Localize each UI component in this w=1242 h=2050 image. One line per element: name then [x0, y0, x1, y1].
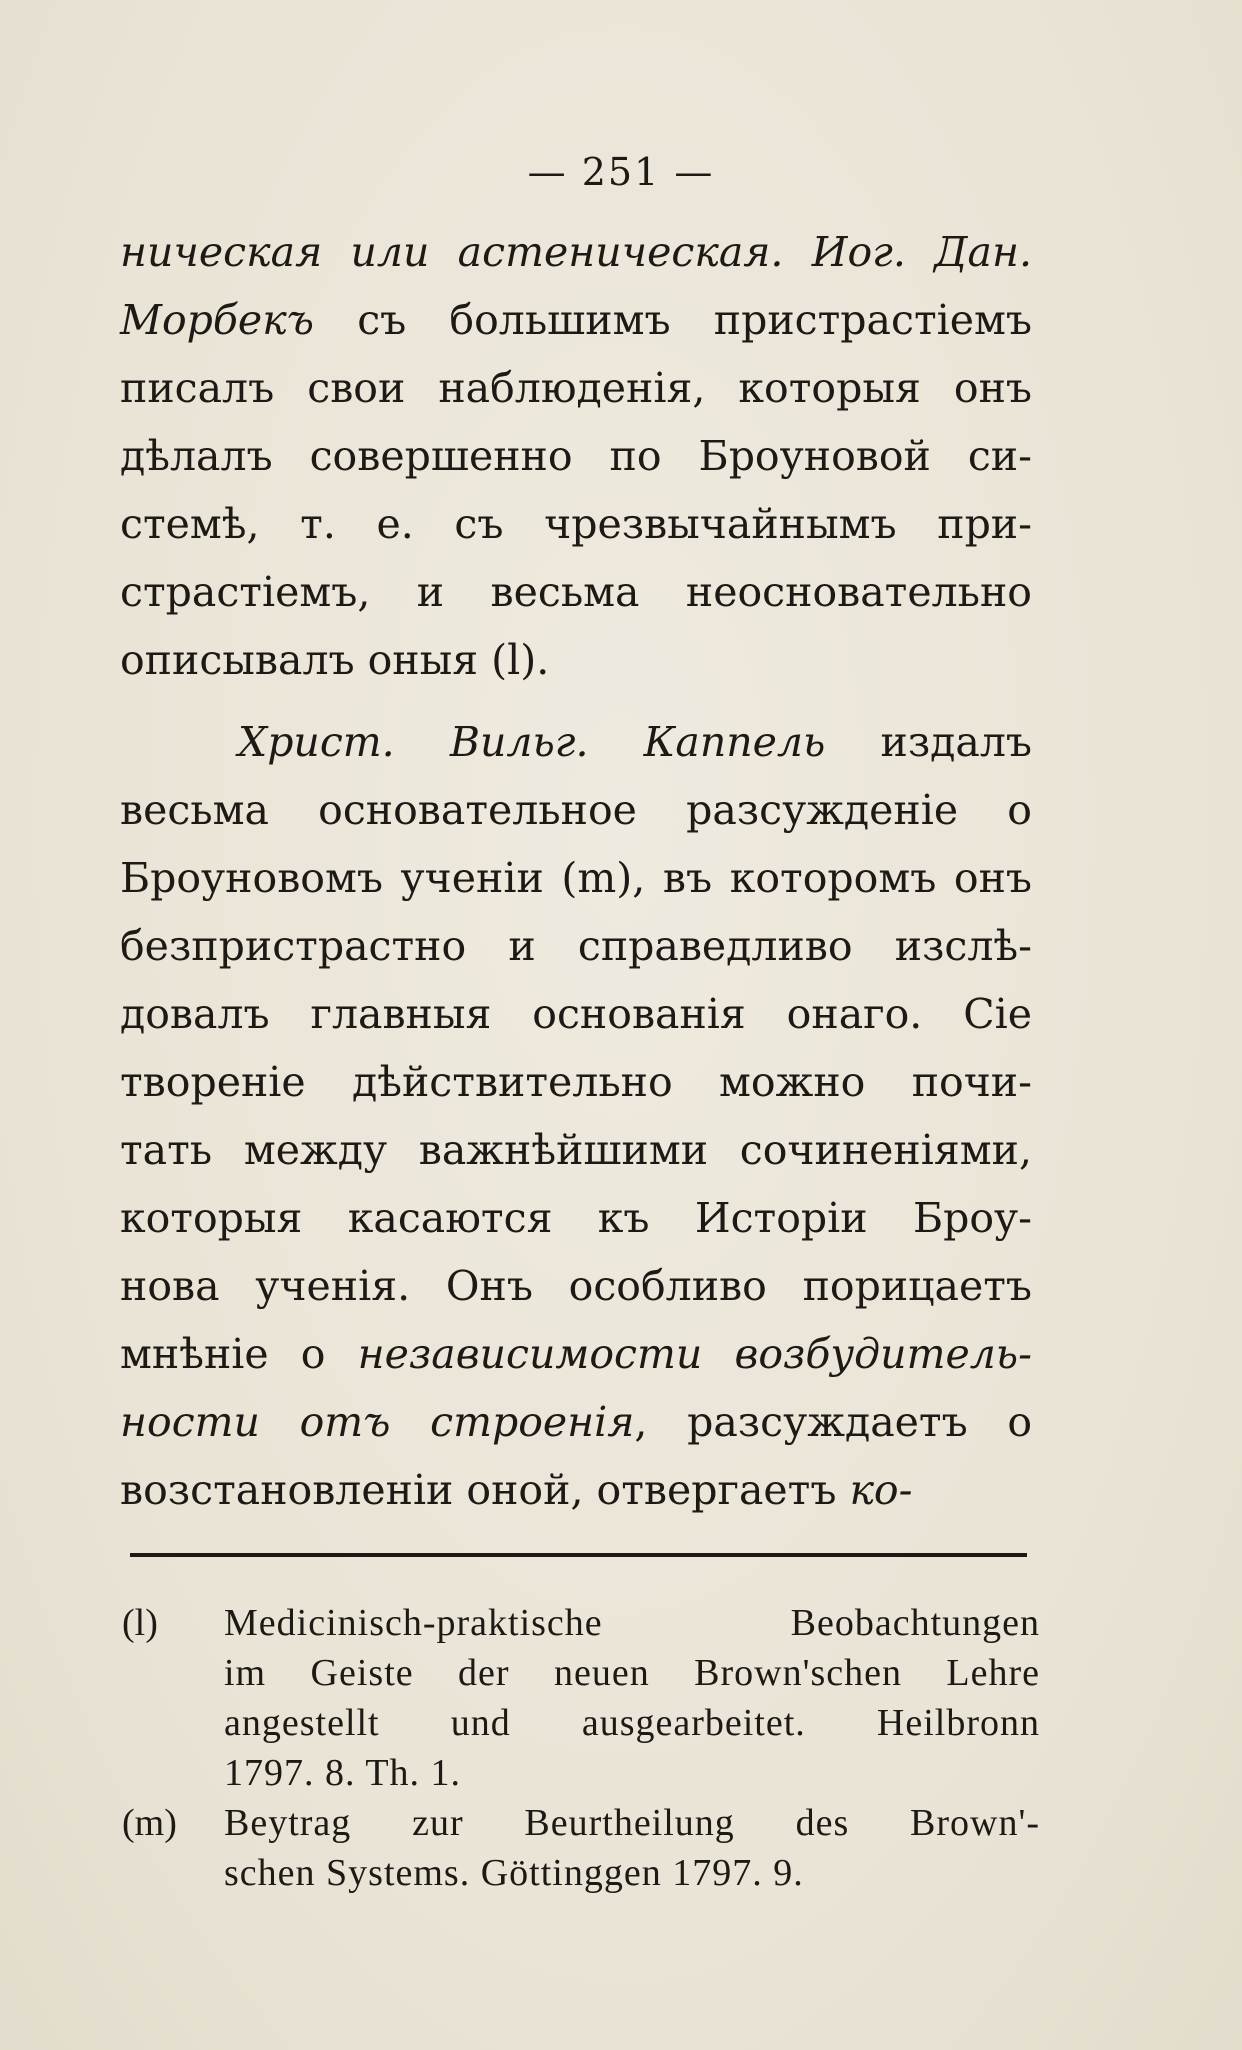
- text-run: писалъ свои наблюденія, которыя онъ: [120, 364, 1032, 412]
- text-line: [120, 1252, 1032, 1320]
- text-line: [120, 354, 1032, 422]
- footnote-line: schen Systems. Göttinggen 1797. 9.: [224, 1852, 804, 1894]
- footnote: [122, 1598, 1040, 1798]
- footnotes: [122, 1598, 1040, 1898]
- italic-text: независимости возбудитель-: [357, 1330, 1032, 1378]
- text-run: издалъ: [825, 718, 1032, 766]
- text-line: [120, 218, 1032, 286]
- italic-text: ко-: [849, 1466, 913, 1514]
- text-run: дѣлалъ совершенно по Броуновой си-: [120, 432, 1032, 480]
- text-line: [120, 422, 1032, 490]
- italic-text: ническая или астеническая. Иог. Дан.: [120, 228, 1032, 276]
- text-run: весьма основательное разсужденіе о: [120, 786, 1032, 834]
- text-run: описывалъ оныя (l).: [120, 636, 550, 684]
- text-run: страстіемъ, и весьма неосновательно: [120, 568, 1032, 616]
- text-run: возстановленіи оной, отвергаетъ: [120, 1466, 850, 1514]
- text-line: [120, 776, 1032, 844]
- italic-text: Морбекъ: [120, 296, 315, 344]
- text-run: Броуновомъ ученіи (m), въ которомъ онъ: [120, 854, 1032, 902]
- footnote-mark: (m): [122, 1802, 177, 1844]
- text-line: [120, 1184, 1032, 1252]
- text-line: [120, 1388, 1032, 1456]
- text-run: твореніе дѣйствительно можно почи-: [120, 1058, 1032, 1106]
- text-run: довалъ главныя основанія онаго. Сіе: [120, 990, 1032, 1038]
- text-line: [120, 844, 1032, 912]
- footnote-line: Beytrag zur Beurtheilung des Brown'-: [224, 1802, 1040, 1844]
- text-run: безпристрастно и справедливо изслѣ-: [120, 922, 1032, 970]
- text-run: мнѣніе о: [120, 1330, 358, 1378]
- footnote-line: Medicinisch-praktische Beobachtungen: [224, 1602, 1040, 1644]
- paragraph-1: [120, 218, 1032, 694]
- text-line: [120, 912, 1032, 980]
- text-line: [120, 1116, 1032, 1184]
- footnote: [122, 1798, 1040, 1898]
- text-line: [120, 1048, 1032, 1116]
- text-line: [120, 1320, 1032, 1388]
- footnote-line: 1797. 8. Th. 1.: [224, 1752, 462, 1794]
- text-line: [120, 1456, 1032, 1524]
- footnote-line: angestellt und ausgearbeitet. Heilbronn: [224, 1702, 1040, 1744]
- italic-text: ности отъ строенія: [120, 1398, 635, 1446]
- text-line: [120, 626, 1032, 694]
- paragraph-2: [120, 708, 1032, 1524]
- footnote-body: [224, 1798, 1040, 1898]
- text-run: , разсуждаетъ о: [634, 1398, 1032, 1446]
- footnote-divider: [130, 1553, 1027, 1557]
- text-line: [120, 558, 1032, 626]
- text-run: стемѣ, т. е. съ чрезвычайнымъ при-: [120, 500, 1032, 548]
- text-line: [120, 708, 1032, 776]
- footnote-body: [224, 1598, 1040, 1798]
- text-run: тать между важнѣйшими сочиненіями,: [120, 1126, 1032, 1174]
- page-number: — 251 —: [527, 150, 715, 194]
- italic-text: Христ. Вильг. Каппель: [238, 718, 826, 766]
- text-run: нова ученія. Онъ особливо порицаетъ: [120, 1262, 1032, 1310]
- text-run: которыя касаются къ Исторіи Броу-: [120, 1194, 1032, 1242]
- footnote-mark: (l): [122, 1602, 158, 1644]
- text-line: [120, 286, 1032, 354]
- text-line: [120, 980, 1032, 1048]
- footnote-line: im Geiste der neuen Brown'schen Lehre: [224, 1652, 1040, 1694]
- main-text: [120, 218, 1032, 1524]
- text-line: [120, 490, 1032, 558]
- text-run: съ большимъ пристрастіемъ: [314, 296, 1032, 344]
